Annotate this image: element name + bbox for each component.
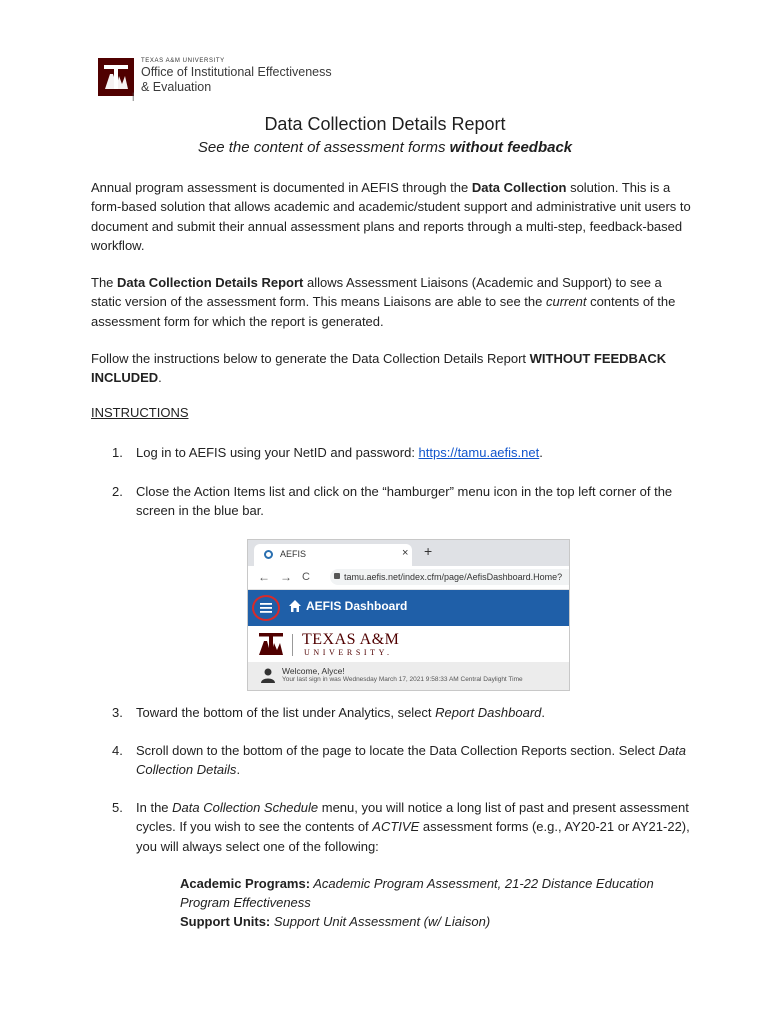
page-subtitle bbox=[0, 139, 770, 156]
home-icon bbox=[288, 599, 302, 613]
p1-text-c: solution. This is a form-based solution that allows academic and academic/student support and administrative unit users to document and submit their annual assessment plans and reports through a multi-step, feedback-based workflow. bbox=[91, 180, 691, 254]
page-title: Data Collection Details Report bbox=[264, 114, 506, 134]
step-4-text: Scroll down to the bottom of the page to locate the Data Collection Reports section. Select bbox=[136, 743, 659, 758]
step-3 bbox=[112, 703, 692, 722]
tamu-logo bbox=[98, 58, 134, 96]
url-field bbox=[330, 569, 570, 585]
wordmark-divider bbox=[292, 634, 293, 656]
office-name bbox=[141, 58, 332, 95]
step-3-italic: Report Dashboard bbox=[435, 705, 542, 720]
p2-text-a: The bbox=[91, 275, 118, 290]
p2-text-e: contents of the assessment form for which the report is generated. bbox=[91, 294, 676, 329]
office-line-1: Office of Institutional Effectiveness bbox=[141, 65, 332, 79]
p1-bold: Data Collection bbox=[471, 180, 567, 195]
step-number: 1. bbox=[112, 445, 123, 460]
aefis-login-link[interactable]: https://tamu.aefis.net bbox=[418, 445, 540, 460]
new-tab-icon: + bbox=[424, 543, 433, 559]
step-5-text-a: In the bbox=[136, 800, 173, 815]
step-number: 5. bbox=[112, 800, 123, 815]
browser-tab-bar bbox=[248, 540, 569, 566]
step-number: 4. bbox=[112, 743, 123, 758]
last-login-text: Your last sign in was Wednesday March 17, 2021 9:58:33 AM Central Daylight Time bbox=[282, 676, 523, 683]
academic-programs-option bbox=[180, 874, 700, 912]
aefis-blue-bar bbox=[248, 590, 569, 626]
browser-address-bar bbox=[248, 566, 569, 590]
step-3-end: . bbox=[541, 705, 546, 720]
tab-title: AEFIS bbox=[280, 549, 307, 559]
step-1 bbox=[112, 443, 692, 462]
url-text: tamu.aefis.net/index.cfm/page/AefisDashboard.Home? bbox=[344, 572, 563, 582]
office-line-2: & Evaluation bbox=[141, 80, 212, 94]
tamu-subtitle: UNIVERSITY. bbox=[304, 648, 393, 657]
follow-instructions-paragraph bbox=[91, 349, 691, 388]
p2-text-c: allows Assessment Liaisons (Academic and Support) to see a static version of the assessment form. This means Liaisons are able to see the bbox=[91, 275, 662, 310]
step-5 bbox=[112, 798, 692, 856]
step-5-text-b: menu, you will notice a long list of past and present assessment cycles. If you wish to see the contents of bbox=[136, 800, 689, 835]
close-icon: × bbox=[402, 547, 409, 559]
step-5-italic-1: Data Collection Schedule bbox=[172, 800, 319, 815]
hamburger-menu-icon bbox=[252, 595, 280, 621]
step-2 bbox=[112, 482, 692, 521]
step-1-end: . bbox=[539, 445, 543, 460]
academic-programs-value: Academic Program Assessment, 21-22 Distance Education Program Effectiveness bbox=[180, 876, 654, 910]
logo-tick-mark: | bbox=[132, 91, 135, 101]
step-number: 2. bbox=[112, 484, 123, 499]
atm-logo-icon bbox=[258, 632, 284, 656]
lock-icon bbox=[334, 573, 340, 579]
aefis-dashboard-screenshot bbox=[247, 539, 570, 691]
forward-arrow-icon: → bbox=[280, 570, 292, 584]
hamburger-lines-icon bbox=[260, 603, 272, 613]
aefis-favicon-icon bbox=[264, 550, 273, 559]
welcome-message: Welcome, Alyce! bbox=[282, 666, 345, 676]
welcome-bar bbox=[248, 662, 569, 690]
subtitle-emphasis: without feedback bbox=[449, 139, 573, 156]
step-5-italic-2: ACTIVE bbox=[372, 819, 420, 835]
step-number: 3. bbox=[112, 705, 123, 720]
support-units-label: Support Units: bbox=[180, 914, 271, 929]
dashboard-title: AEFIS Dashboard bbox=[306, 599, 408, 613]
report-description-paragraph bbox=[91, 273, 691, 331]
tamu-name: TEXAS A&M bbox=[302, 631, 400, 648]
user-icon bbox=[260, 667, 276, 683]
assessment-cycle-options bbox=[180, 874, 700, 931]
browser-tab bbox=[254, 544, 412, 566]
intro-paragraph bbox=[91, 178, 691, 256]
step-5-text-c: assessment forms (e.g., AY20-21 or AY21-22), you will always select one of the following: bbox=[136, 819, 690, 854]
step-1-text: Log in to AEFIS using your NetID and password: bbox=[136, 445, 419, 460]
university-name: TEXAS A&M UNIVERSITY bbox=[141, 58, 225, 64]
reload-icon: C bbox=[302, 571, 310, 583]
p1-text-a: Annual program assessment is documented in AEFIS through the bbox=[91, 180, 472, 195]
p3-text-a: Follow the instructions below to generate the Data Collection Details Report bbox=[91, 351, 530, 366]
atm-logo-icon bbox=[102, 62, 130, 92]
step-2-text: Close the Action Items list and click on the “hamburger” menu icon in the top left corner of the screen in the blue bar. bbox=[136, 484, 673, 519]
support-units-value: Support Unit Assessment (w/ Liaison) bbox=[270, 914, 491, 929]
p2-italic: current bbox=[545, 294, 587, 310]
instructions-heading: INSTRUCTIONS bbox=[91, 405, 189, 420]
subtitle-text: See the content of assessment forms bbox=[197, 139, 450, 156]
step-3-text: Toward the bottom of the list under Analytics, select bbox=[136, 705, 436, 720]
support-units-option bbox=[180, 912, 700, 931]
p3-text-c: . bbox=[158, 370, 162, 386]
p3-bold: WITHOUT FEEDBACK INCLUDED bbox=[91, 351, 667, 386]
step-4-end: . bbox=[236, 762, 241, 778]
back-arrow-icon: ← bbox=[258, 570, 270, 584]
step-4-italic: Data Collection Details bbox=[136, 743, 686, 778]
p2-bold: Data Collection Details Report bbox=[117, 275, 304, 290]
academic-programs-label: Academic Programs: bbox=[180, 876, 311, 891]
step-4 bbox=[112, 741, 692, 780]
